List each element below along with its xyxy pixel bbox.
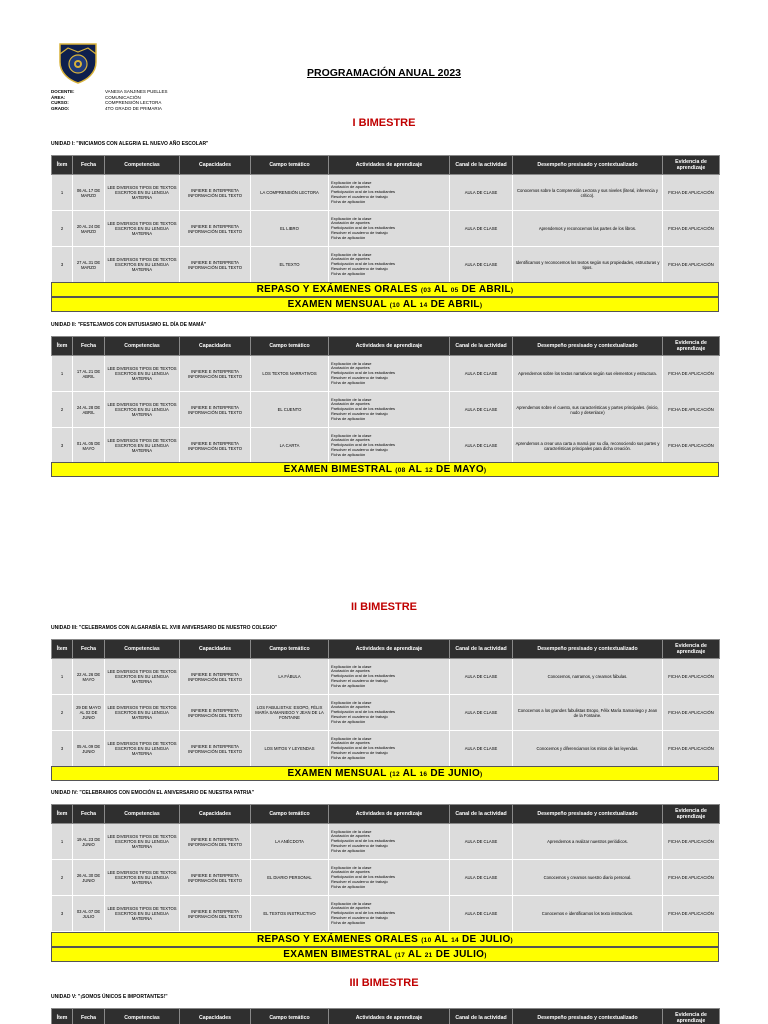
- cell-actividades: [329, 428, 450, 464]
- table-row: [52, 247, 720, 283]
- cell-actividades: [329, 860, 450, 896]
- header-capacidades: Capacidades: [180, 337, 251, 356]
- header-fecha: Fecha: [73, 805, 105, 824]
- info-label: CURSO:: [51, 100, 69, 106]
- cell-competencia: LEE DIVERSOS TIPOS DE TEXTOS ESCRITOS EN SU LENGUA MATERNA: [105, 695, 180, 731]
- header-desempeno: Desempeño presisado y contextualizado: [513, 640, 663, 659]
- cell-desempeno: Identificamos y reconocemos los textos según sus propiedades, estructuras y tipos.: [513, 247, 663, 283]
- header-desempeno: Desempeño presisado y contextualizado: [513, 156, 663, 175]
- cell-evidencia: FICHA DE APLICACIÓN: [663, 896, 720, 932]
- cell-competencia: LEE DIVERSOS TIPOS DE TEXTOS ESCRITOS EN SU LENGUA MATERNA: [105, 860, 180, 896]
- cell-actividades: [329, 695, 450, 731]
- cell-canal: AULA DE CLASE: [450, 659, 513, 695]
- cell-fecha: 26 AL 30 DE JUNIO: [73, 860, 105, 896]
- table-row: [52, 428, 720, 464]
- plan-table-unit-1: [51, 155, 720, 283]
- header-competencias: Competencias: [105, 337, 180, 356]
- cell-fecha: 17 AL 21 DE ABRIL: [73, 356, 105, 392]
- header-campo-tematico: Campo temático: [251, 1009, 329, 1024]
- header-fecha: Fecha: [73, 337, 105, 356]
- activity-line: Explicación de la clase: [331, 864, 372, 870]
- header-item: Ítem: [52, 337, 73, 356]
- header-campo-tematico: Campo temático: [251, 156, 329, 175]
- activity-line: Participación oral de los estudiantes: [331, 370, 396, 376]
- header-item: Ítem: [52, 640, 73, 659]
- activity-line: Ficha de aplicación: [331, 718, 366, 724]
- header-evidencia: Evidencia de aprendizaje: [663, 1009, 720, 1024]
- cell-evidencia: FICHA DE APLICACIÓN: [663, 731, 720, 767]
- cell-canal: AULA DE CLASE: [450, 428, 513, 464]
- activity-line: Anotación de apuntes: [331, 668, 370, 674]
- cell-item: 1: [52, 175, 73, 211]
- exam-banner: EXAMEN MENSUAL (10 AL 14 DE ABRIL): [51, 297, 719, 312]
- activity-line: Participación oral de los estudiantes: [331, 225, 396, 231]
- activity-line: Explicación de la clase: [331, 179, 372, 185]
- cell-evidencia: FICHA DE APLICACIÓN: [663, 211, 720, 247]
- cell-actividades: [329, 731, 450, 767]
- header-fecha: Fecha: [73, 1009, 105, 1024]
- activity-line: Ficha de aplicación: [331, 682, 366, 688]
- table-row: [52, 695, 720, 731]
- cell-desempeno: Aprendemos a crear una carta a mamá por su día, reconociendo sus partes y características principales para dicha creación.: [513, 428, 663, 464]
- cell-desempeno: Conocemos sobre la Comprensión Lectora y sus niveles (literal, inferencia y crítico).: [513, 175, 663, 211]
- cell-fecha: 19 AL 23 DE JUNIO: [73, 824, 105, 860]
- table-row: [52, 824, 720, 860]
- cell-competencia: LEE DIVERSOS TIPOS DE TEXTOS ESCRITOS EN SU LENGUA MATERNA: [105, 824, 180, 860]
- cell-item: 1: [52, 659, 73, 695]
- header-canal: Canal de la actividad: [450, 805, 513, 824]
- header-canal: Canal de la actividad: [450, 337, 513, 356]
- header-competencias: Competencias: [105, 156, 180, 175]
- unit-title-3: UNIDAD III: "CELEBRAMOS CON ALGARABÍA EL XVIII ANIVERSARIO DE NUESTRO COLEGIO": [51, 625, 278, 631]
- activity-line: Explicación de la clase: [331, 735, 372, 741]
- header-actividades: Actividades de aprendizaje: [329, 640, 450, 659]
- activity-line: Anotación de apuntes: [331, 365, 370, 371]
- cell-capacidad: INFIERE E INTERPRETA INFORMACIÓN DEL TEXTO: [180, 428, 251, 464]
- cell-fecha: 22 AL 26 DE MAYO: [73, 659, 105, 695]
- cell-competencia: LEE DIVERSOS TIPOS DE TEXTOS ESCRITOS EN SU LENGUA MATERNA: [105, 175, 180, 211]
- cell-actividades: [329, 659, 450, 695]
- cell-competencia: LEE DIVERSOS TIPOS DE TEXTOS ESCRITOS EN SU LENGUA MATERNA: [105, 392, 180, 428]
- activity-line: Explicación de la clase: [331, 663, 372, 669]
- header-evidencia: Evidencia de aprendizaje: [663, 640, 720, 659]
- activity-line: Resolver el cuaderno de trabajo: [331, 677, 388, 683]
- activity-line: Participación oral de los estudiantes: [331, 406, 396, 412]
- cell-desempeno: Conocemos, narramos, y creamos fábulas.: [513, 659, 663, 695]
- cell-item: 3: [52, 731, 73, 767]
- header-canal: Canal de la actividad: [450, 1009, 513, 1024]
- cell-item: 3: [52, 428, 73, 464]
- cell-evidencia: FICHA DE APLICACIÓN: [663, 824, 720, 860]
- header-capacidades: Capacidades: [180, 805, 251, 824]
- activity-line: Anotación de apuntes: [331, 437, 370, 443]
- table-header-row: [52, 156, 720, 175]
- cell-desempeno: Aprendemos y reconocemos las partes de los libros.: [513, 211, 663, 247]
- activity-line: Ficha de aplicación: [331, 883, 366, 889]
- cell-item: 3: [52, 247, 73, 283]
- cell-canal: AULA DE CLASE: [450, 247, 513, 283]
- activity-line: Explicación de la clase: [331, 360, 372, 366]
- cell-campo: LOS TEXTOS NARRATIVOS: [251, 356, 329, 392]
- activity-line: Resolver el cuaderno de trabajo: [331, 713, 388, 719]
- cell-evidencia: FICHA DE APLICACIÓN: [663, 695, 720, 731]
- activity-line: Resolver el cuaderno de trabajo: [331, 265, 388, 271]
- info-label: GRADO:: [51, 106, 70, 112]
- activity-line: Anotación de apuntes: [331, 833, 370, 839]
- cell-item: 2: [52, 695, 73, 731]
- cell-fecha: 05 AL 09 DE JUNIO: [73, 731, 105, 767]
- cell-item: 1: [52, 824, 73, 860]
- table-row: [52, 731, 720, 767]
- cell-canal: AULA DE CLASE: [450, 860, 513, 896]
- cell-actividades: [329, 392, 450, 428]
- activity-line: Explicación de la clase: [331, 828, 372, 834]
- exam-banner: REPASO Y EXÁMENES ORALES (10 AL 14 DE JULIO): [51, 932, 719, 947]
- bimester-title-2: II BIMESTRE: [350, 601, 417, 613]
- cell-capacidad: INFIERE E INTERPRETA INFORMACIÓN DEL TEXTO: [180, 392, 251, 428]
- header-campo-tematico: Campo temático: [251, 337, 329, 356]
- header-capacidades: Capacidades: [180, 640, 251, 659]
- header-desempeno: Desempeño presisado y contextualizado: [513, 337, 663, 356]
- cell-actividades: [329, 211, 450, 247]
- cell-desempeno: Conocemos y creamos nuestro diario personal.: [513, 860, 663, 896]
- table-row: [52, 356, 720, 392]
- cell-capacidad: INFIERE E INTERPRETA INFORMACIÓN DEL TEXTO: [180, 175, 251, 211]
- cell-fecha: 20 AL 24 DE MARZO: [73, 211, 105, 247]
- cell-evidencia: FICHA DE APLICACIÓN: [663, 860, 720, 896]
- header-evidencia: Evidencia de aprendizaje: [663, 337, 720, 356]
- table-row: [52, 860, 720, 896]
- cell-actividades: [329, 247, 450, 283]
- cell-fecha: 06 AL 17 DE MARZO: [73, 175, 105, 211]
- header-capacidades: Capacidades: [180, 156, 251, 175]
- header-desempeno: Desempeño presisado y contextualizado: [513, 1009, 663, 1024]
- info-label: DOCENTE:: [51, 89, 75, 94]
- header-actividades: Actividades de aprendizaje: [329, 337, 450, 356]
- activity-line: Anotación de apuntes: [331, 220, 370, 226]
- info-label: ÁREA:: [51, 94, 66, 100]
- exam-banner: EXAMEN BIMESTRAL (17 AL 21 DE JULIO): [51, 947, 719, 962]
- activity-line: Ficha de aplicación: [331, 198, 366, 204]
- cell-canal: AULA DE CLASE: [450, 695, 513, 731]
- header-canal: Canal de la actividad: [450, 156, 513, 175]
- cell-desempeno: Conocemos e identificamos los texto instructivos.: [513, 896, 663, 932]
- cell-desempeno: Conocemos a los grandes fabulistas Esopo, Félix María Samaniego y Jean de la Fontaine.: [513, 695, 663, 731]
- cell-capacidad: INFIERE E INTERPRETA INFORMACIÓN DEL TEXTO: [180, 824, 251, 860]
- header-competencias: Competencias: [105, 805, 180, 824]
- activity-line: Resolver el cuaderno de trabajo: [331, 446, 388, 452]
- cell-capacidad: INFIERE E INTERPRETA INFORMACIÓN DEL TEXTO: [180, 731, 251, 767]
- activity-line: Explicación de la clase: [331, 396, 372, 402]
- exam-banner: REPASO Y EXÁMENES ORALES (03 AL 05 DE ABRIL): [51, 282, 719, 297]
- activity-line: Ficha de aplicación: [331, 451, 366, 457]
- cell-capacidad: INFIERE E INTERPRETA INFORMACIÓN DEL TEXTO: [180, 356, 251, 392]
- cell-canal: AULA DE CLASE: [450, 211, 513, 247]
- header-competencias: Competencias: [105, 1009, 180, 1024]
- activity-line: Anotación de apuntes: [331, 184, 370, 190]
- cell-canal: AULA DE CLASE: [450, 356, 513, 392]
- cell-competencia: LEE DIVERSOS TIPOS DE TEXTOS ESCRITOS EN SU LENGUA MATERNA: [105, 896, 180, 932]
- cell-campo: LA FÁBULA: [251, 659, 329, 695]
- activity-line: Resolver el cuaderno de trabajo: [331, 410, 388, 416]
- activity-line: Participación oral de los estudiantes: [331, 189, 396, 195]
- table-header-row: [52, 805, 720, 824]
- cell-canal: AULA DE CLASE: [450, 896, 513, 932]
- activity-line: Anotación de apuntes: [331, 401, 370, 407]
- info-value: 4TO GRADO DE PRIMARIA: [105, 106, 162, 112]
- header-item: Ítem: [52, 805, 73, 824]
- cell-campo: EL TEXTO: [251, 247, 329, 283]
- unit-title-4: UNIDAD IV: "CELEBRAMOS CON EMOCIÓN EL ANIVERSARIO DE NUESTRA PATRIA": [51, 790, 254, 796]
- cell-competencia: LEE DIVERSOS TIPOS DE TEXTOS ESCRITOS EN SU LENGUA MATERNA: [105, 659, 180, 695]
- cell-evidencia: FICHA DE APLICACIÓN: [663, 659, 720, 695]
- cell-competencia: LEE DIVERSOS TIPOS DE TEXTOS ESCRITOS EN SU LENGUA MATERNA: [105, 731, 180, 767]
- cell-competencia: LEE DIVERSOS TIPOS DE TEXTOS ESCRITOS EN SU LENGUA MATERNA: [105, 356, 180, 392]
- activity-line: Ficha de aplicación: [331, 919, 366, 925]
- cell-campo: LOS FABULISTAS: ESOPO, FÉLIX MARÍA SAMANIEGO Y JEAN DE LA FONTAINE: [251, 695, 329, 731]
- table-row: [52, 175, 720, 211]
- activity-line: Participación oral de los estudiantes: [331, 910, 396, 916]
- activity-line: Ficha de aplicación: [331, 415, 366, 421]
- cell-campo: EL CUENTO: [251, 392, 329, 428]
- cell-campo: LA COMPRENSIÓN LECTORA: [251, 175, 329, 211]
- header-actividades: Actividades de aprendizaje: [329, 805, 450, 824]
- activity-line: Resolver el cuaderno de trabajo: [331, 878, 388, 884]
- bimester-title-1: I BIMESTRE: [352, 117, 416, 129]
- cell-fecha: 03 AL 07 DE JULIO: [73, 896, 105, 932]
- plan-table-unit-4: [51, 804, 720, 932]
- header-campo-tematico: Campo temático: [251, 805, 329, 824]
- activity-line: Anotación de apuntes: [331, 256, 370, 262]
- activity-line: Explicación de la clase: [331, 900, 372, 906]
- header-item: Ítem: [52, 156, 73, 175]
- table-row: [52, 392, 720, 428]
- activity-line: Resolver el cuaderno de trabajo: [331, 749, 388, 755]
- exam-banner: EXAMEN MENSUAL (12 AL 16 DE JUNIO): [51, 766, 719, 781]
- header-evidencia: Evidencia de aprendizaje: [663, 156, 720, 175]
- info-value: VANESA SANJINES PUELLES: [105, 89, 168, 94]
- cell-item: 2: [52, 860, 73, 896]
- cell-campo: LA CARTA: [251, 428, 329, 464]
- table-row: [52, 896, 720, 932]
- cell-actividades: [329, 896, 450, 932]
- cell-campo: EL LIBRO: [251, 211, 329, 247]
- unit-title-1: UNIDAD I: "INICIAMOS CON ALEGRIA EL NUEVO AÑO ESCOLAR": [51, 141, 209, 147]
- activity-line: Resolver el cuaderno de trabajo: [331, 842, 388, 848]
- cell-item: 2: [52, 392, 73, 428]
- activity-line: Resolver el cuaderno de trabajo: [331, 914, 388, 920]
- info-value: COMUNICACIÓN: [105, 94, 141, 100]
- cell-actividades: [329, 356, 450, 392]
- activity-line: Anotación de apuntes: [331, 740, 370, 746]
- cell-canal: AULA DE CLASE: [450, 175, 513, 211]
- activity-line: Participación oral de los estudiantes: [331, 745, 396, 751]
- page-title: PROGRAMACIÓN ANUAL 2023: [306, 67, 462, 79]
- table-header-row: [52, 1009, 720, 1024]
- cell-item: 2: [52, 211, 73, 247]
- cell-desempeno: Aprendemos a realizar nuestros periódicos.: [513, 824, 663, 860]
- cell-capacidad: INFIERE E INTERPRETA INFORMACIÓN DEL TEXTO: [180, 860, 251, 896]
- cell-evidencia: FICHA DE APLICACIÓN: [663, 428, 720, 464]
- activity-line: Ficha de aplicación: [331, 754, 366, 760]
- cell-evidencia: FICHA DE APLICACIÓN: [663, 356, 720, 392]
- cell-canal: AULA DE CLASE: [450, 824, 513, 860]
- activity-line: Anotación de apuntes: [331, 869, 370, 875]
- cell-fecha: 24 AL 28 DE ABRIL: [73, 392, 105, 428]
- cell-fecha: 01 AL 05 DE MAYO: [73, 428, 105, 464]
- header-capacidades: Capacidades: [180, 1009, 251, 1024]
- cell-evidencia: FICHA DE APLICACIÓN: [663, 175, 720, 211]
- activity-line: Ficha de aplicación: [331, 847, 366, 853]
- activity-line: Participación oral de los estudiantes: [331, 838, 396, 844]
- cell-actividades: [329, 175, 450, 211]
- table-header-row: [52, 337, 720, 356]
- header-campo-tematico: Campo temático: [251, 640, 329, 659]
- activity-line: Ficha de aplicación: [331, 379, 366, 385]
- cell-capacidad: INFIERE E INTERPRETA INFORMACIÓN DEL TEXTO: [180, 247, 251, 283]
- activity-line: Explicación de la clase: [331, 215, 372, 221]
- info-value: COMPRENSIÓN LECTORA: [105, 100, 162, 106]
- cell-canal: AULA DE CLASE: [450, 392, 513, 428]
- header-evidencia: Evidencia de aprendizaje: [663, 805, 720, 824]
- unit-title-2: UNIDAD II: "FESTEJAMOS CON ENTUSIASMO EL DÍA DE MAMÁ": [51, 322, 207, 328]
- table-row: [52, 211, 720, 247]
- header-item: Ítem: [52, 1009, 73, 1024]
- activity-line: Explicación de la clase: [331, 432, 372, 438]
- cell-competencia: LEE DIVERSOS TIPOS DE TEXTOS ESCRITOS EN SU LENGUA MATERNA: [105, 428, 180, 464]
- cell-actividades: [329, 824, 450, 860]
- teacher-info: [51, 89, 167, 112]
- cell-fecha: 29 DE MAYO AL 02 DE JUNIO: [73, 695, 105, 731]
- cell-capacidad: INFIERE E INTERPRETA INFORMACIÓN DEL TEXTO: [180, 695, 251, 731]
- cell-evidencia: FICHA DE APLICACIÓN: [663, 247, 720, 283]
- activity-line: Participación oral de los estudiantes: [331, 709, 396, 715]
- cell-campo: EL DIARIO PERSONAL: [251, 860, 329, 896]
- activity-line: Resolver el cuaderno de trabajo: [331, 229, 388, 235]
- plan-table-unit-2: [51, 336, 720, 464]
- bimester-title-3: III BIMESTRE: [349, 977, 419, 989]
- activity-line: Participación oral de los estudiantes: [331, 442, 396, 448]
- header-canal: Canal de la actividad: [450, 640, 513, 659]
- cell-capacidad: INFIERE E INTERPRETA INFORMACIÓN DEL TEXTO: [180, 211, 251, 247]
- cell-desempeno: Aprendemos sobre el cuento, sus características y partes principales. (inicio, nudo y desenlace): [513, 392, 663, 428]
- plan-table-unit-3: [51, 639, 720, 767]
- table-row: [52, 659, 720, 695]
- activity-line: Anotación de apuntes: [331, 905, 370, 911]
- table-header-row: [52, 640, 720, 659]
- cell-capacidad: INFIERE E INTERPRETA INFORMACIÓN DEL TEXTO: [180, 896, 251, 932]
- cell-campo: EL TEXTOS INSTRUCTIVO: [251, 896, 329, 932]
- cell-campo: LA ANÉCDOTA: [251, 824, 329, 860]
- header-fecha: Fecha: [73, 640, 105, 659]
- header-fecha: Fecha: [73, 156, 105, 175]
- cell-capacidad: INFIERE E INTERPRETA INFORMACIÓN DEL TEXTO: [180, 659, 251, 695]
- header-actividades: Actividades de aprendizaje: [329, 1009, 450, 1024]
- activity-line: Ficha de aplicación: [331, 234, 366, 240]
- activity-line: Participación oral de los estudiantes: [331, 261, 396, 267]
- cell-competencia: LEE DIVERSOS TIPOS DE TEXTOS ESCRITOS EN SU LENGUA MATERNA: [105, 247, 180, 283]
- header-competencias: Competencias: [105, 640, 180, 659]
- exam-banner: EXAMEN BIMESTRAL (08 AL 12 DE MAYO): [51, 462, 719, 477]
- cell-desempeno: Aprendemos sobre los textos narrativos según sus elementos y estructura.: [513, 356, 663, 392]
- activity-line: Anotación de apuntes: [331, 704, 370, 710]
- cell-canal: AULA DE CLASE: [450, 731, 513, 767]
- unit-title-5: UNIDAD V: "¡SOMOS ÚNICOS E IMPORTANTES!": [51, 994, 168, 1000]
- header-desempeno: Desempeño presisado y contextualizado: [513, 805, 663, 824]
- cell-item: 3: [52, 896, 73, 932]
- cell-fecha: 27 AL 31 DE MARZO: [73, 247, 105, 283]
- activity-line: Participación oral de los estudiantes: [331, 673, 396, 679]
- cell-campo: LOS MITOS Y LEYENDAS: [251, 731, 329, 767]
- cell-desempeno: Conocemos y diferenciamos los mitos de las leyendas.: [513, 731, 663, 767]
- activity-line: Resolver el cuaderno de trabajo: [331, 374, 388, 380]
- activity-line: Explicación de la clase: [331, 699, 372, 705]
- cell-competencia: LEE DIVERSOS TIPOS DE TEXTOS ESCRITOS EN SU LENGUA MATERNA: [105, 211, 180, 247]
- cell-evidencia: FICHA DE APLICACIÓN: [663, 392, 720, 428]
- activity-line: Resolver el cuaderno de trabajo: [331, 193, 388, 199]
- activity-line: Ficha de aplicación: [331, 270, 366, 276]
- activity-line: Explicación de la clase: [331, 251, 372, 257]
- cell-item: 1: [52, 356, 73, 392]
- plan-table-unit-5: [51, 1008, 720, 1024]
- header-actividades: Actividades de aprendizaje: [329, 156, 450, 175]
- activity-line: Participación oral de los estudiantes: [331, 874, 396, 880]
